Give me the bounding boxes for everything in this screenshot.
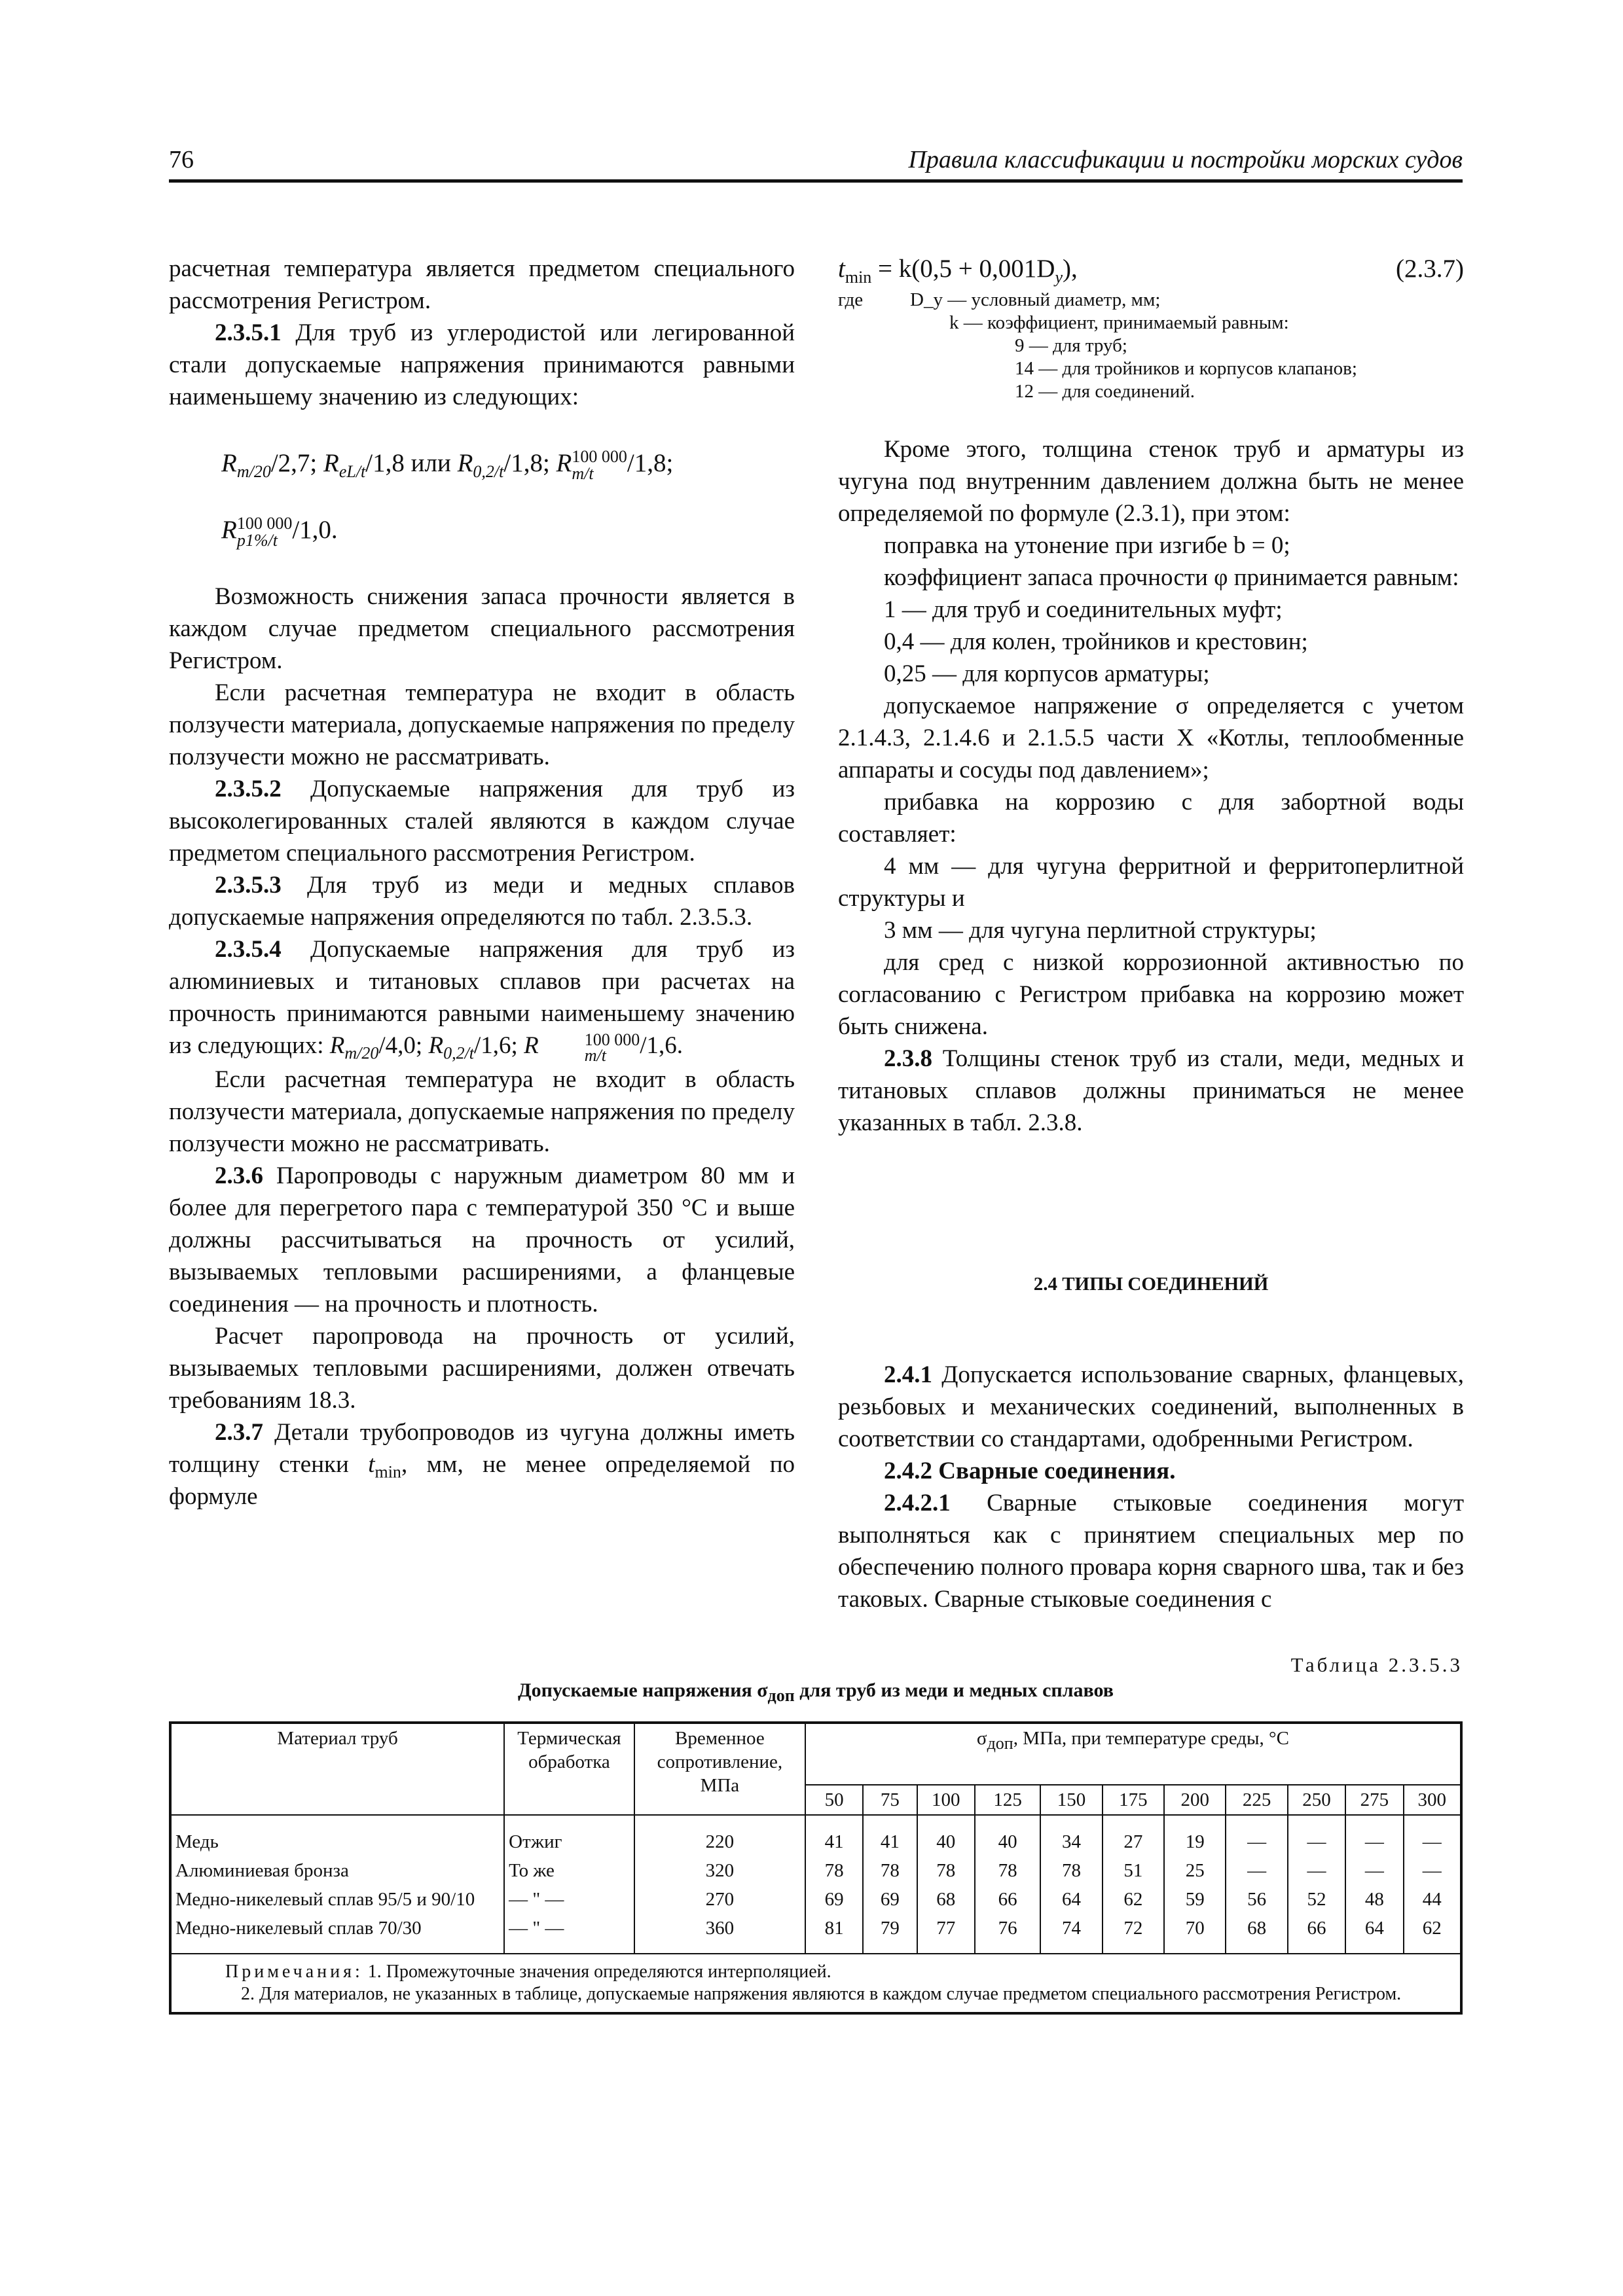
paragraph-2-3-6: 2.3.6 Паропроводы с наружным диаметром 80 мм и более для перегретого пара с температурой 350 °С и выше должны рассчитываться на прочность от усилий, вызываемых тепловыми расширениями, а фланцевые соединения — на прочность и плотность. [169, 1162, 795, 1318]
value-cell: 41 [863, 1815, 917, 1856]
value-cell: 66 [1288, 1914, 1345, 1954]
value-cell: 27 [1103, 1815, 1164, 1856]
paragraph-2-3-7: 2.3.7 Детали трубопроводов из чугуна должны иметь толщину стенки $t_{min}$, мм, не менее определяемой по формуле [169, 1418, 795, 1510]
material-cell: Алюминиевая бронза [170, 1856, 504, 1885]
value-cell: 70 [1164, 1914, 1226, 1954]
page-number: 76 [169, 146, 194, 173]
paragraph-2-3-5-3: 2.3.5.3 Для труб из меди и медных сплавов допускаемые напряжения определяются по табл. 2.3.5.3. [169, 872, 795, 931]
paragraph-2-4-2-1: 2.4.2.1 Сварные стыковые соединения могут выполняться как с принятием специальных мер по обеспечению полного провара корня сварного шва, так и без таковых. Сварные стыковые соединения с [838, 1490, 1464, 1613]
paragraph-2-3-5-1: 2.3.5.1 Для труб из углеродистой или легированной стали допускаемые напряжения принимаются равными наименьшему значению из следующих: [169, 319, 795, 410]
list-item: 1 — для труб и соединительных муфт; [884, 596, 1283, 623]
header-rule [169, 179, 1463, 183]
table-notes: Примечания: 1. Промежуточные значения определяются интерполяцией. 2. Для материалов, не указанных в таблице, допускаемые напряжения являются в каждом случае предметом специального рассмотрения Регистром. [170, 1954, 1461, 2013]
value-cell: 81 [805, 1914, 863, 1954]
temperature-header: 75 [863, 1785, 917, 1815]
value-cell: 40 [917, 1815, 975, 1856]
paragraph: Если расчетная температура не входит в область ползучести материала, допускаемые напряжения по пределу ползучести можно не рассматривать. [169, 679, 795, 771]
strength-cell: 220 [634, 1815, 805, 1856]
table-row [170, 1815, 1461, 1856]
subsection-heading: 2.4.2 Сварные соединения. [884, 1458, 1176, 1484]
paragraph: прибавка на коррозию с для забортной воды составляет: [838, 789, 1464, 848]
paragraph: допускаемое напряжение σ определяется с учетом 2.1.4.3, 2.1.4.6 и 2.1.5.5 части X «Котлы, теплообменные аппараты и сосуды под давлением»; [838, 692, 1464, 783]
paragraph: поправка на утонение при изгибе b = 0; [884, 532, 1290, 559]
strength-cell: 320 [634, 1856, 805, 1885]
temperature-header: 175 [1103, 1785, 1164, 1815]
value-cell: 64 [1040, 1885, 1102, 1914]
temperature-header: 200 [1164, 1785, 1226, 1815]
material-cell: Медно-никелевый сплав 70/30 [170, 1914, 504, 1954]
list-item: 0,25 — для корпусов арматуры; [884, 660, 1210, 687]
column-header-treatment: Термическая обработка [504, 1723, 634, 1815]
formula-number: (2.3.7) [1396, 255, 1464, 283]
section-heading: 2.4 ТИПЫ СОЕДИНЕНИЙ [1033, 1274, 1269, 1295]
table-row [170, 1885, 1461, 1914]
value-cell: — [1345, 1856, 1403, 1885]
column-header-strength: Временное сопротивление, МПа [634, 1723, 805, 1815]
formula-limits-steel: $R_{m/20}/2,7$; $R_{eL/t}/1,8$ или $R_{0,2/t}/1,8$; R 100 000 m/t /1,8; [221, 447, 674, 484]
paragraph-2-3-5-2: 2.3.5.2 Допускаемые напряжения для труб из высоколегированных сталей являются в каждом случае предметом специального рассмотрения Регистром. [169, 776, 795, 867]
formula-limits-steel-2: R 100 000 p1%/t /1,0. [221, 514, 338, 550]
paragraph-2-3-8: 2.3.8 Толщины стенок труб из стали, меди, медных и титановых сплавов должны приниматься не менее указанных в табл. 2.3.8. [838, 1045, 1465, 1136]
right-column-lower [838, 1359, 1464, 1615]
column-header-material: Материал труб [170, 1723, 504, 1815]
value-cell: 19 [1164, 1815, 1226, 1856]
table-row [170, 1914, 1461, 1954]
table-caption: Таблица 2.3.5.3 [1290, 1653, 1463, 1676]
value-cell: 64 [1345, 1914, 1403, 1954]
paragraph: Расчет паропровода на прочность от усилий, вызываемых тепловыми расширениями, должен отвечать требованиям 18.3. [169, 1322, 795, 1414]
value-cell: 78 [863, 1856, 917, 1885]
value-cell: 40 [975, 1815, 1040, 1856]
paragraph: Возможность снижения запаса прочности является в каждом случае предметом специального рассмотрения Регистром. [169, 583, 795, 675]
value-cell: — [1404, 1815, 1461, 1856]
temperature-header: 50 [805, 1785, 863, 1815]
temperature-header: 250 [1288, 1785, 1345, 1815]
strength-cell: 360 [634, 1914, 805, 1954]
paragraph: расчетная температура является предметом специального рассмотрения Регистром. [169, 255, 795, 314]
strength-cell: 270 [634, 1885, 805, 1914]
material-cell: Медно-никелевый сплав 95/5 и 90/10 [170, 1885, 504, 1914]
value-cell: 41 [805, 1815, 863, 1856]
value-cell: 34 [1040, 1815, 1102, 1856]
paragraph: Кроме этого, толщина стенок труб и арматуры из чугуна под внутренним давлением должна быть не менее определяемой по формуле (2.3.1), при этом: [838, 436, 1464, 527]
formula-legend: где D_y — условный диаметр, мм; k — коэффициент, принимаемый равным: 9 — для труб; 14 — для тройников и корпусов клапанов; 12 — для соединений. [838, 289, 1357, 402]
value-cell: 62 [1404, 1914, 1461, 1954]
value-cell: 74 [1040, 1914, 1102, 1954]
paragraph-2-4-1: 2.4.1 Допускается использование сварных, фланцевых, резьбовых и механических соединений, выполненных в соответствии со стандартами, одобренными Регистром. [838, 1361, 1464, 1452]
value-cell: 76 [975, 1914, 1040, 1954]
material-cell: Медь [170, 1815, 504, 1856]
value-cell: 51 [1103, 1856, 1164, 1885]
value-cell: 66 [975, 1885, 1040, 1914]
value-cell: 59 [1164, 1885, 1226, 1914]
running-title: Правила классификации и постройки морских судов [908, 146, 1463, 173]
table-title: Допускаемые напряжения $\sigma_{доп}$ для труб из меди и медных сплавов [518, 1679, 1114, 1705]
value-cell: — [1226, 1856, 1287, 1885]
paragraph-2-3-5-4: 2.3.5.4 Допускаемые напряжения для труб из алюминиевых и титановых сплавов при расчетах на прочность принимаются равными наименьшему значению из следующих: $R_{m/20}/4,0$; $R_{0,2/t}/1,6$; R 100 000 m/t /1,6. [169, 936, 795, 1065]
value-cell: 78 [975, 1856, 1040, 1885]
right-column [838, 253, 1464, 1139]
table-2-3-5-3 [169, 1721, 1463, 2015]
treatment-cell: — " — [504, 1914, 634, 1954]
clause-number: 2.3.5.1 [215, 319, 282, 346]
list-item: 0,4 — для колен, тройников и крестовин; [884, 628, 1308, 655]
temperature-header: 150 [1040, 1785, 1102, 1815]
value-cell: 68 [917, 1885, 975, 1914]
treatment-cell: То же [504, 1856, 634, 1885]
value-cell: 79 [863, 1914, 917, 1954]
value-cell: — [1288, 1856, 1345, 1885]
treatment-cell: Отжиг [504, 1815, 634, 1856]
temperature-header: 275 [1345, 1785, 1403, 1815]
value-cell: — [1345, 1815, 1403, 1856]
column-header-sigma: $\sigma_{доп}$, МПа, при температуре среды, °С [805, 1723, 1461, 1785]
temperature-header: 100 [917, 1785, 975, 1815]
value-cell: 25 [1164, 1856, 1226, 1885]
value-cell: 78 [917, 1856, 975, 1885]
value-cell: 69 [863, 1885, 917, 1914]
left-column [169, 253, 795, 1513]
value-cell: 48 [1345, 1885, 1403, 1914]
paragraph: для сред с низкой коррозионной активностью по согласованию с Регистром прибавка на коррозию может быть снижена. [838, 949, 1464, 1040]
value-cell: 68 [1226, 1914, 1287, 1954]
value-cell: 62 [1103, 1885, 1164, 1914]
value-cell: — [1288, 1815, 1345, 1856]
table-body [170, 1815, 1461, 1954]
value-cell: — [1226, 1815, 1287, 1856]
formula-2-3-7: $t_{min} = k(0,5 + 0,001D_y)$, (2.3.7) [838, 253, 1464, 285]
paragraph: коэффициент запаса прочности φ принимается равным: [884, 564, 1459, 591]
table-row [170, 1856, 1461, 1885]
value-cell: 72 [1103, 1914, 1164, 1954]
list-item: 4 мм — для чугуна ферритной и ферритоперлитной структуры и [838, 853, 1464, 912]
temperature-header: 225 [1226, 1785, 1287, 1815]
paragraph: Если расчетная температура не входит в область ползучести материала, допускаемые напряжения по пределу ползучести можно не рассматривать. [169, 1066, 795, 1157]
value-cell: 56 [1226, 1885, 1287, 1914]
value-cell: 44 [1404, 1885, 1461, 1914]
treatment-cell: — " — [504, 1885, 634, 1914]
value-cell: 69 [805, 1885, 863, 1914]
temperature-header: 125 [975, 1785, 1040, 1815]
value-cell: 78 [1040, 1856, 1102, 1885]
value-cell: 52 [1288, 1885, 1345, 1914]
list-item: 3 мм — для чугуна перлитной структуры; [884, 917, 1317, 944]
value-cell: — [1404, 1856, 1461, 1885]
value-cell: 78 [805, 1856, 863, 1885]
temperature-header: 300 [1404, 1785, 1461, 1815]
value-cell: 77 [917, 1914, 975, 1954]
